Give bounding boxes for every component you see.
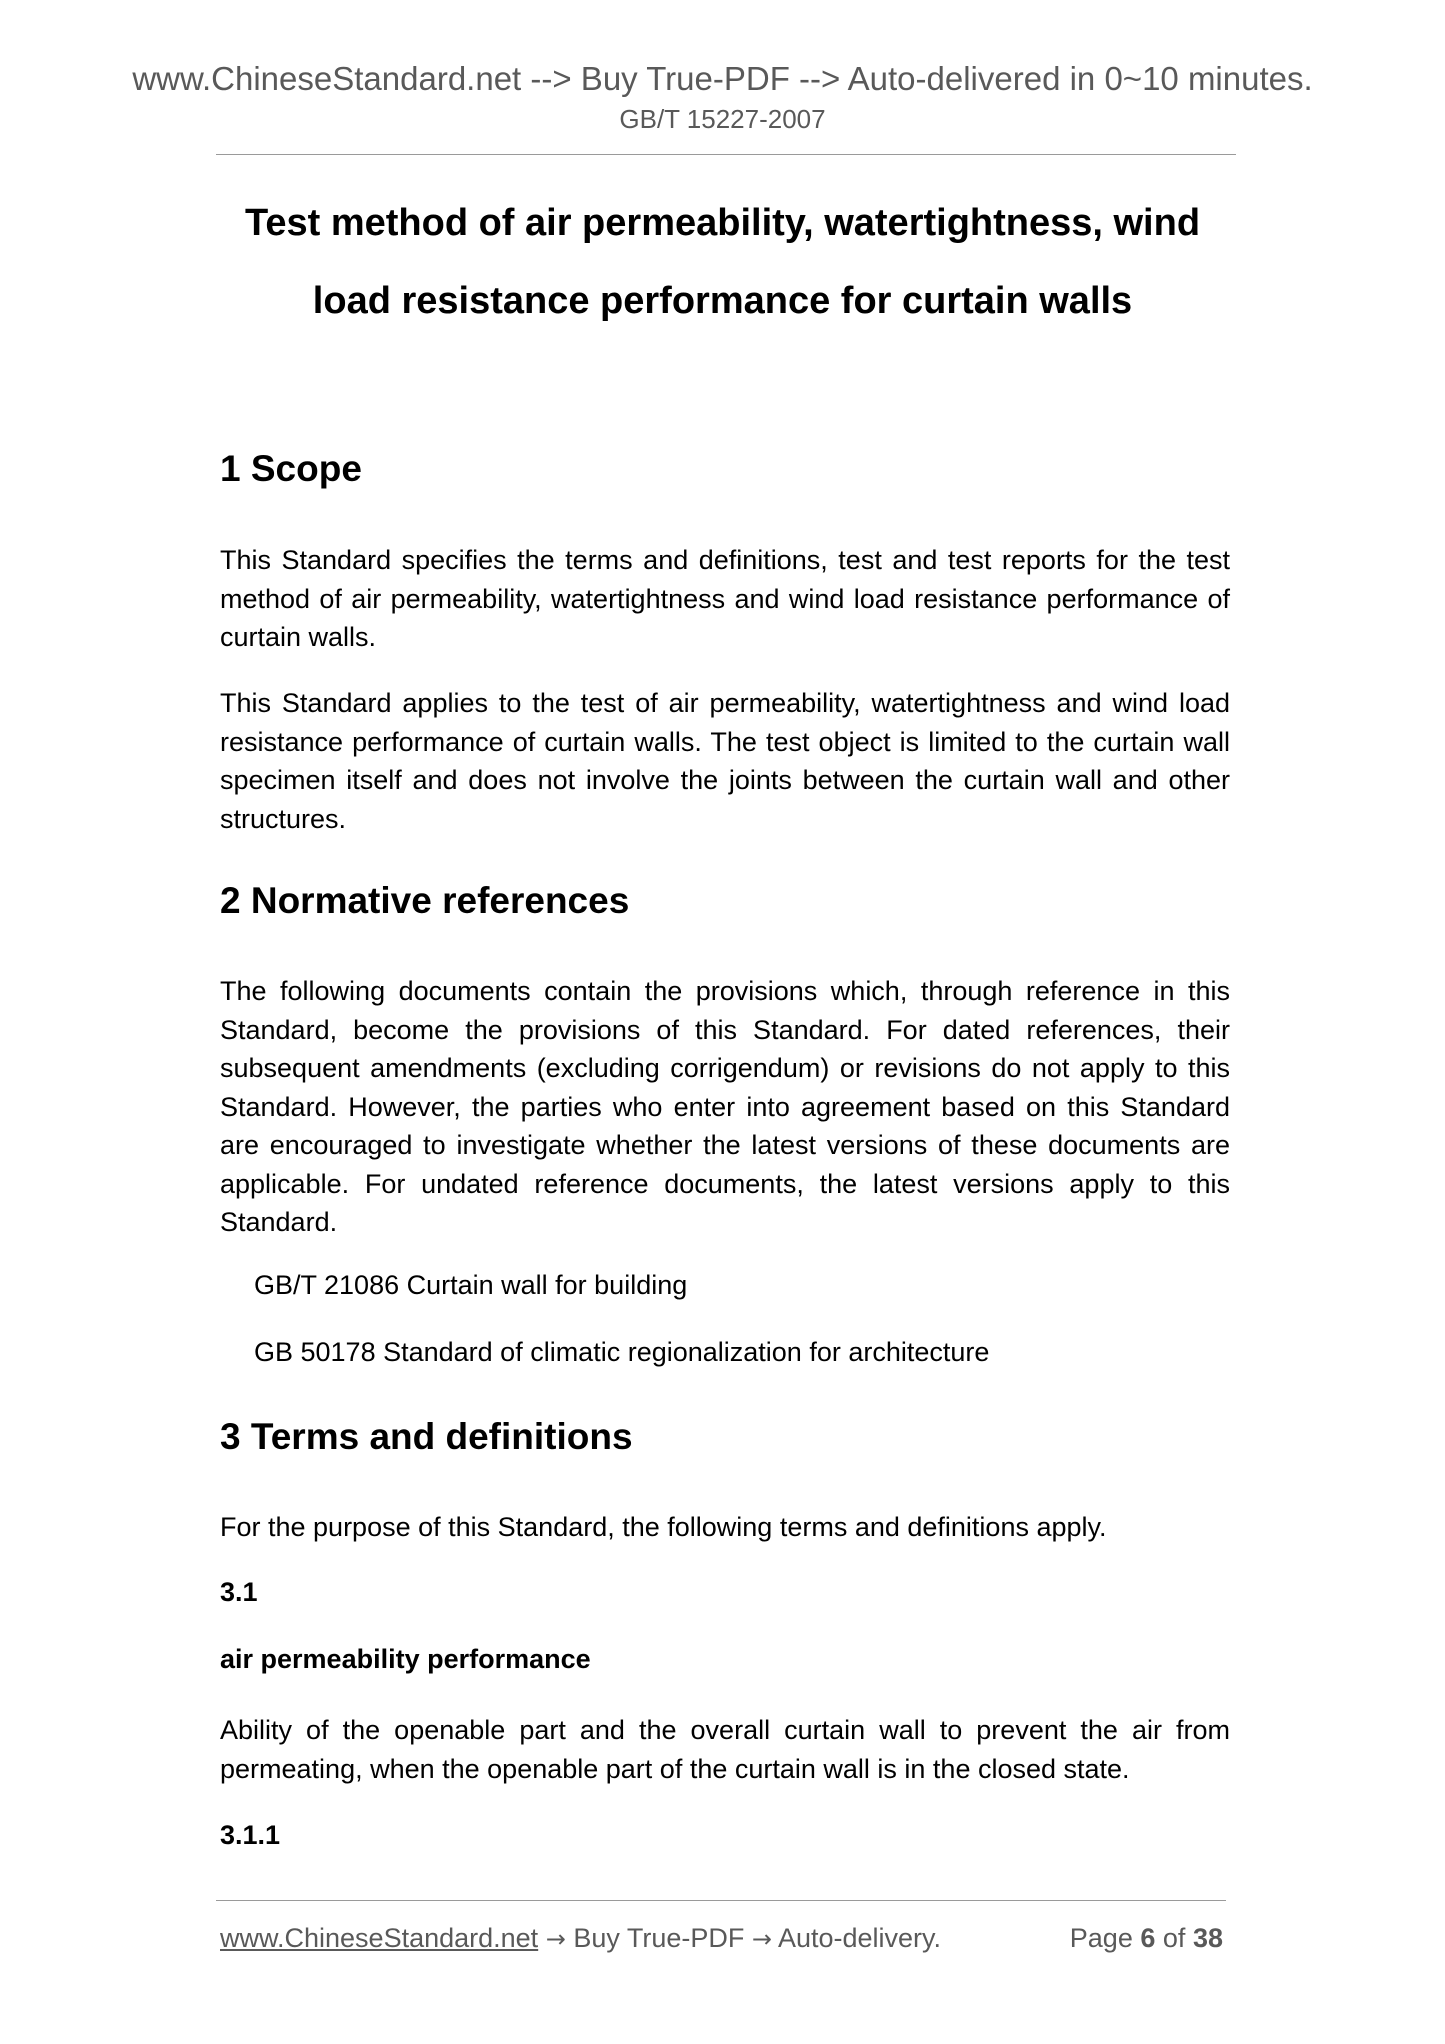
footer-auto-delivery-text: Auto-delivery. — [771, 1923, 942, 1953]
page-current: 6 — [1140, 1923, 1156, 1953]
footer-promo — [220, 1923, 941, 1954]
header-standard-number: GB/T 15227-2007 — [619, 104, 826, 134]
section-heading-scope: 1 Scope — [220, 448, 362, 489]
reference-item: GB 50178 Standard of climatic regionalization for architecture — [254, 1337, 990, 1367]
footer-website-link[interactable]: www.ChineseStandard.net — [220, 1923, 539, 1953]
normative-references-paragraph: The following documents contain the provisions which, through reference in this Standard, become the provisions of this Standard. For dated references, their subsequent amendments (excluding corrigendum) or revisions do not apply to this Standard. However, the parties who enter into agreement based on this Standard are encouraged to investigate whether the latest versions of these documents are applicable. For undated reference documents, the latest versions apply to this Standard. — [220, 976, 1230, 1237]
of-label: of — [1162, 1923, 1186, 1953]
footer-divider — [216, 1900, 1226, 1901]
page-label: Page — [1069, 1923, 1133, 1953]
section-heading-terms-definitions: 3 Terms and definitions — [220, 1416, 633, 1457]
reference-item: GB/T 21086 Curtain wall for building — [254, 1270, 688, 1300]
header-divider — [216, 154, 1236, 155]
term-air-permeability-performance: air permeability performance — [220, 1644, 591, 1674]
clause-number-3-1-1: 3.1.1 — [220, 1820, 281, 1850]
clause-number-3-1: 3.1 — [220, 1577, 258, 1607]
terms-intro-paragraph: For the purpose of this Standard, the following terms and definitions apply. — [220, 1512, 1107, 1542]
page-indicator — [1070, 1923, 1223, 1954]
term-definition-paragraph: Ability of the openable part and the overall curtain wall to prevent the air from permeating, when the openable part of the curtain wall is in the closed state. — [220, 1715, 1230, 1784]
page-total: 38 — [1192, 1923, 1223, 1953]
arrow-right-icon: → — [545, 1925, 566, 1953]
document-title-line-1: Test method of air permeability, watertightness, wind — [244, 202, 1201, 244]
footer-buy-text: Buy True-PDF — [565, 1923, 752, 1953]
arrow-right-icon: → — [751, 1925, 772, 1953]
document-title-line-2: load resistance performance for curtain walls — [312, 280, 1133, 322]
header-promo: www.ChineseStandard.net --> Buy True-PDF --> Auto-delivered in 0~10 minutes. — [132, 60, 1313, 97]
section-heading-normative-references: 2 Normative references — [220, 880, 630, 921]
scope-paragraph-1: This Standard specifies the terms and definitions, test and test reports for the test method of air permeability, watertightness and wind load resistance performance of curtain walls. — [220, 545, 1230, 652]
scope-paragraph-2: This Standard applies to the test of air permeability, watertightness and wind load resistance performance of curtain walls. The test object is limited to the curtain wall specimen itself and does not involve the joints between the curtain wall and other structures. — [220, 688, 1230, 834]
